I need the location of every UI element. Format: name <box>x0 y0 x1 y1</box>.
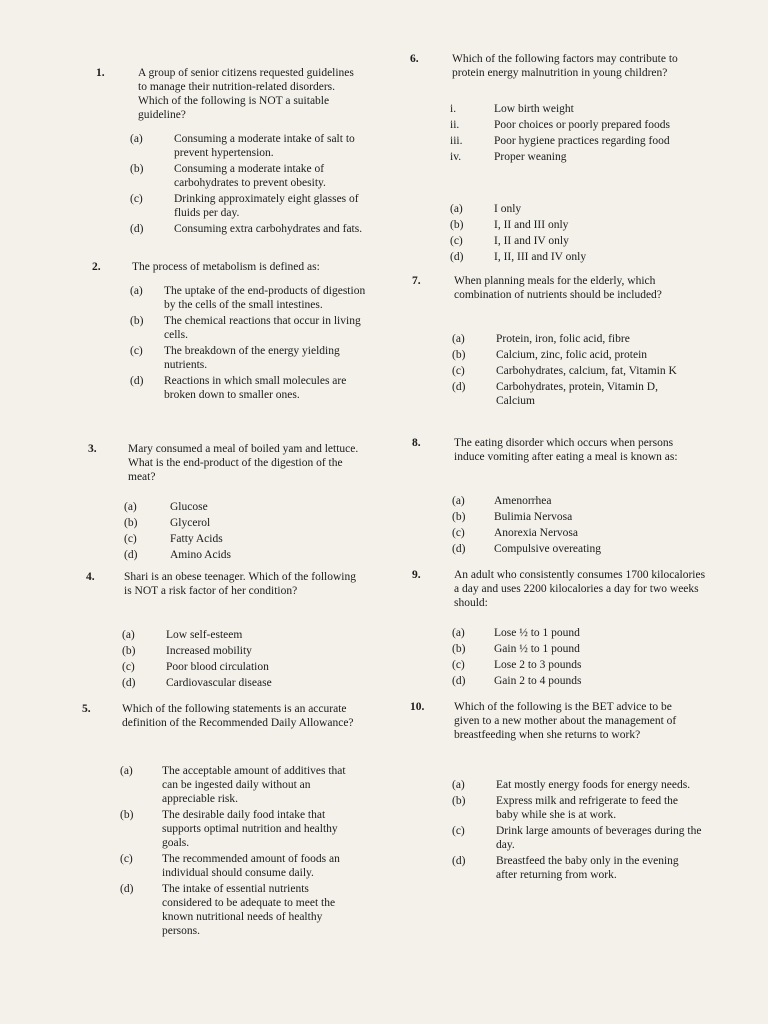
option-a[interactable]: (a) Eat mostly energy foods for energy needs. <box>452 779 691 791</box>
question-stem: The eating disorder which occurs when persons induce vomiting after eating a meal is known as: <box>454 437 678 463</box>
question-stem: Which of the following is the BET advice to be given to a new mother about the management of breastfeeding when she returns to work? <box>454 701 677 741</box>
question-stem: Which of the following statements is an accurate definition of the Recommended Daily Allowance? <box>122 703 354 729</box>
option-b[interactable]: (b) Bulimia Nervosa <box>452 511 573 523</box>
option-d[interactable]: (d) Consuming extra carbohydrates and fats. <box>130 223 363 235</box>
option-b[interactable]: (b) Calcium, zinc, folic acid, protein <box>452 349 648 361</box>
option-d[interactable]: (d) I, II, III and IV only <box>450 251 587 263</box>
question-number: 2. <box>92 261 101 273</box>
option-d[interactable]: (d) Amino Acids <box>124 549 232 561</box>
option-b[interactable]: (b) Gain ½ to 1 pound <box>452 643 580 655</box>
question-number: 7. <box>412 275 421 287</box>
option-a[interactable]: (a) Consuming a moderate intake of salt to prevent hypertension. <box>130 133 355 159</box>
option-b[interactable]: (b) I, II and III only <box>450 219 569 231</box>
question-stem: An adult who consistently consumes 1700 kilocalories a day and uses 2200 kilocalories a day for two weeks should: <box>454 569 706 609</box>
option-a[interactable]: (a) Amenorrhea <box>452 495 552 507</box>
option-b[interactable]: (b) Express milk and refrigerate to feed the baby while she is at work. <box>452 795 679 821</box>
question-stem: When planning meals for the elderly, which combination of nutrients should be included? <box>454 275 662 301</box>
option-c[interactable]: (c) Fatty Acids <box>124 533 223 545</box>
option-c[interactable]: (c) Lose 2 to 3 pounds <box>452 659 582 671</box>
option-a[interactable]: (a) Protein, iron, folic acid, fibre <box>452 333 630 345</box>
option-c[interactable]: (c) Anorexia Nervosa <box>452 527 578 539</box>
option-a[interactable]: (a) The acceptable amount of additives that can be ingested daily without an appreciable risk. <box>120 765 346 805</box>
option-a[interactable]: (a) Glucose <box>124 501 208 513</box>
question-stem: Which of the following factors may contribute to protein energy malnutrition in young children? <box>452 53 678 79</box>
option-d[interactable]: (d) Reactions in which small molecules are broken down to smaller ones. <box>130 375 347 401</box>
question-stem: Shari is an obese teenager. Which of the following is NOT a risk factor of her condition? <box>124 571 356 597</box>
question-number: 8. <box>412 437 421 449</box>
option-a[interactable]: (a) The uptake of the end-products of digestion by the cells of the small intestines. <box>130 285 366 311</box>
option-c[interactable]: (c) Drink large amounts of beverages during the day. <box>452 825 702 851</box>
question-number: 3. <box>88 443 97 455</box>
statement-iii: iii. Poor hygiene practices regarding food <box>450 135 670 147</box>
option-a[interactable]: (a) Lose ½ to 1 pound <box>452 627 580 639</box>
option-b[interactable]: (b) Consuming a moderate intake of carbohydrates to prevent obesity. <box>130 163 326 189</box>
question-number: 9. <box>412 569 421 581</box>
question-number: 4. <box>86 571 95 583</box>
option-c[interactable]: (c) Poor blood circulation <box>122 661 269 673</box>
option-c[interactable]: (c) Drinking approximately eight glasses of fluids per day. <box>130 193 359 219</box>
option-c[interactable]: (c) I, II and IV only <box>450 235 569 247</box>
statement-i: i. Low birth weight <box>450 103 574 115</box>
question-stem: Mary consumed a meal of boiled yam and lettuce. What is the end-product of the digestion of the meat? <box>128 443 359 483</box>
question-number: 10. <box>410 701 425 713</box>
option-d[interactable]: (d) The intake of essential nutrients considered to be adequate to meet the known nutritional needs of healthy persons. <box>120 883 336 937</box>
option-b[interactable]: (b) The desirable daily food intake that supports optimal nutrition and healthy goals. <box>120 809 338 849</box>
option-c[interactable]: (c) The breakdown of the energy yielding nutrients. <box>130 345 340 371</box>
option-b[interactable]: (b) The chemical reactions that occur in living cells. <box>130 315 361 341</box>
option-d[interactable]: (d) Compulsive overeating <box>452 543 601 555</box>
question-stem: A group of senior citizens requested guidelines to manage their nutrition-related disorders. Which of the following is NOT a suitable guideline? <box>138 67 354 121</box>
question-number: 1. <box>96 67 105 79</box>
question-number: 6. <box>410 53 419 65</box>
option-d[interactable]: (d) Breastfeed the baby only in the evening after returning from work. <box>452 855 679 881</box>
option-b[interactable]: (b) Increased mobility <box>122 645 252 657</box>
question-number: 5. <box>82 703 91 715</box>
statement-ii: ii. Poor choices or poorly prepared foods <box>450 119 670 131</box>
option-a[interactable]: (a) Low self-esteem <box>122 629 243 641</box>
question-stem: The process of metabolism is defined as: <box>132 261 320 273</box>
option-c[interactable]: (c) The recommended amount of foods an individual should consume daily. <box>120 853 340 879</box>
option-b[interactable]: (b) Glycerol <box>124 517 211 529</box>
statement-iv: iv. Proper weaning <box>450 151 567 163</box>
option-c[interactable]: (c) Carbohydrates, calcium, fat, Vitamin K <box>452 365 677 377</box>
option-d[interactable]: (d) Carbohydrates, protein, Vitamin D, Calcium <box>452 381 658 407</box>
option-d[interactable]: (d) Gain 2 to 4 pounds <box>452 675 582 687</box>
option-a[interactable]: (a) I only <box>450 203 522 215</box>
option-d[interactable]: (d) Cardiovascular disease <box>122 677 272 689</box>
